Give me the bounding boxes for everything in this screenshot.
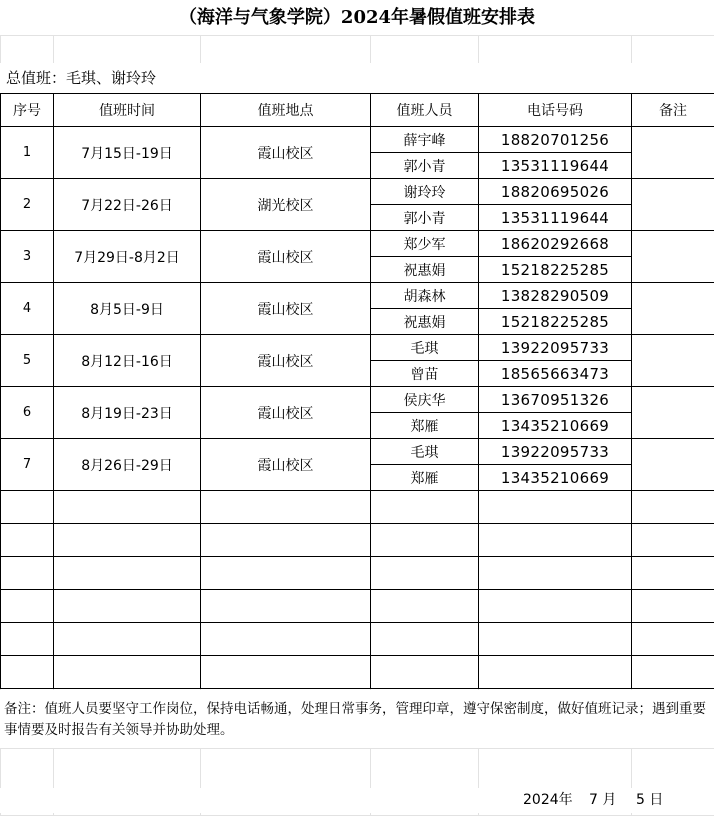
duty-location: 霞山校区 — [201, 439, 371, 491]
empty-cell — [201, 557, 371, 590]
empty-cell — [479, 557, 632, 590]
empty-cell — [632, 656, 714, 689]
staff-name: 郑雁 — [371, 413, 479, 439]
staff-phone: 13531119644 — [479, 153, 632, 179]
empty-cell — [479, 491, 632, 524]
staff-name: 郑雁 — [371, 465, 479, 491]
empty-cell — [632, 491, 714, 524]
empty-cell — [479, 656, 632, 689]
empty-cell — [371, 557, 479, 590]
empty-cell — [201, 491, 371, 524]
duty-location: 霞山校区 — [201, 387, 371, 439]
header-remarks: 备注 — [632, 94, 714, 127]
row-index: 3 — [1, 231, 54, 283]
duty-location: 霞山校区 — [201, 335, 371, 387]
empty-cell — [479, 524, 632, 557]
staff-name: 薛宇峰 — [371, 127, 479, 153]
staff-phone: 13435210669 — [479, 413, 632, 439]
empty-cell — [371, 524, 479, 557]
empty-cell — [1, 623, 54, 656]
staff-phone: 18565663473 — [479, 361, 632, 387]
remarks-cell — [632, 387, 714, 439]
header-index: 序号 — [1, 94, 54, 127]
duty-time: 7月22日-26日 — [54, 179, 201, 231]
sign-date-month: 7 月 — [589, 788, 616, 813]
empty-row — [1, 656, 714, 689]
staff-phone: 13922095733 — [479, 439, 632, 465]
empty-cell — [371, 491, 479, 524]
staff-phone: 13435210669 — [479, 465, 632, 491]
empty-cell — [1, 491, 54, 524]
remarks-cell — [632, 127, 714, 179]
duty-location: 湖光校区 — [201, 179, 371, 231]
staff-name: 郑少军 — [371, 231, 479, 257]
empty-cell — [632, 590, 714, 623]
duty-time: 7月29日-8月2日 — [54, 231, 201, 283]
staff-phone: 15218225285 — [479, 309, 632, 335]
staff-phone: 18620292668 — [479, 231, 632, 257]
remarks-cell — [632, 439, 714, 491]
duty-time: 8月26日-29日 — [54, 439, 201, 491]
empty-cell — [632, 524, 714, 557]
page-title: （海洋与气象学院）2024年暑假值班安排表 — [0, 0, 714, 35]
staff-name: 胡森林 — [371, 283, 479, 309]
empty-row — [1, 590, 714, 623]
empty-cell — [632, 623, 714, 656]
empty-cell — [54, 491, 201, 524]
duty-time: 7月15日-19日 — [54, 127, 201, 179]
empty-row — [1, 557, 714, 590]
remarks-cell — [632, 179, 714, 231]
duty-schedule-table — [0, 93, 714, 689]
empty-cell — [54, 524, 201, 557]
empty-cell — [201, 524, 371, 557]
empty-cell — [54, 656, 201, 689]
empty-cell — [479, 623, 632, 656]
header-time: 值班时间 — [54, 94, 201, 127]
duty-time: 8月12日-16日 — [54, 335, 201, 387]
empty-cell — [1, 557, 54, 590]
header-phone: 电话号码 — [479, 94, 632, 127]
empty-cell — [479, 590, 632, 623]
empty-cell — [201, 590, 371, 623]
empty-row — [1, 623, 714, 656]
staff-name: 毛琪 — [371, 439, 479, 465]
row-index: 1 — [1, 127, 54, 179]
staff-name: 曾苗 — [371, 361, 479, 387]
empty-cell — [54, 557, 201, 590]
empty-cell — [371, 656, 479, 689]
duty-location: 霞山校区 — [201, 127, 371, 179]
table-row — [1, 387, 714, 413]
staff-name: 毛琪 — [371, 335, 479, 361]
table-row — [1, 335, 714, 361]
empty-cell — [1, 590, 54, 623]
empty-cell — [371, 590, 479, 623]
empty-cell — [54, 623, 201, 656]
header-row — [1, 94, 714, 127]
row-index: 2 — [1, 179, 54, 231]
staff-name: 侯庆华 — [371, 387, 479, 413]
table-row — [1, 439, 714, 465]
staff-phone: 15218225285 — [479, 257, 632, 283]
row-index: 5 — [1, 335, 54, 387]
empty-cell — [201, 623, 371, 656]
staff-name: 郭小青 — [371, 205, 479, 231]
remarks-cell — [632, 335, 714, 387]
duty-location: 霞山校区 — [201, 283, 371, 335]
header-staff: 值班人员 — [371, 94, 479, 127]
staff-name: 谢玲玲 — [371, 179, 479, 205]
table-row — [1, 179, 714, 205]
staff-phone: 18820701256 — [479, 127, 632, 153]
empty-cell — [632, 557, 714, 590]
row-index: 6 — [1, 387, 54, 439]
general-duty-line: 总值班：毛琪、谢玲玲 — [0, 63, 714, 93]
empty-cell — [371, 623, 479, 656]
staff-name: 祝惠娟 — [371, 309, 479, 335]
sign-date — [0, 788, 714, 813]
staff-phone: 13531119644 — [479, 205, 632, 231]
table-row — [1, 127, 714, 153]
sign-date-year: 2024年 — [523, 788, 573, 813]
staff-name: 祝惠娟 — [371, 257, 479, 283]
empty-cell — [201, 656, 371, 689]
remarks-cell — [632, 283, 714, 335]
empty-cell — [54, 590, 201, 623]
empty-row — [1, 491, 714, 524]
empty-cell — [1, 524, 54, 557]
footer-note: 备注：值班人员要坚守工作岗位，保持电话畅通，处理日常事务，管理印章，遵守保密制度，做好值班记录；遇到重要事情要及时报告有关领导并协助处理。 — [0, 690, 714, 748]
row-index: 4 — [1, 283, 54, 335]
table-row — [1, 283, 714, 309]
row-index: 7 — [1, 439, 54, 491]
empty-row — [1, 524, 714, 557]
header-location: 值班地点 — [201, 94, 371, 127]
table-row — [1, 231, 714, 257]
staff-phone: 13670951326 — [479, 387, 632, 413]
staff-phone: 18820695026 — [479, 179, 632, 205]
duty-location: 霞山校区 — [201, 231, 371, 283]
staff-phone: 13922095733 — [479, 335, 632, 361]
empty-cell — [1, 656, 54, 689]
duty-time: 8月19日-23日 — [54, 387, 201, 439]
staff-name: 郭小青 — [371, 153, 479, 179]
sign-date-day: 5 日 — [636, 788, 663, 813]
staff-phone: 13828290509 — [479, 283, 632, 309]
duty-time: 8月5日-9日 — [54, 283, 201, 335]
remarks-cell — [632, 231, 714, 283]
